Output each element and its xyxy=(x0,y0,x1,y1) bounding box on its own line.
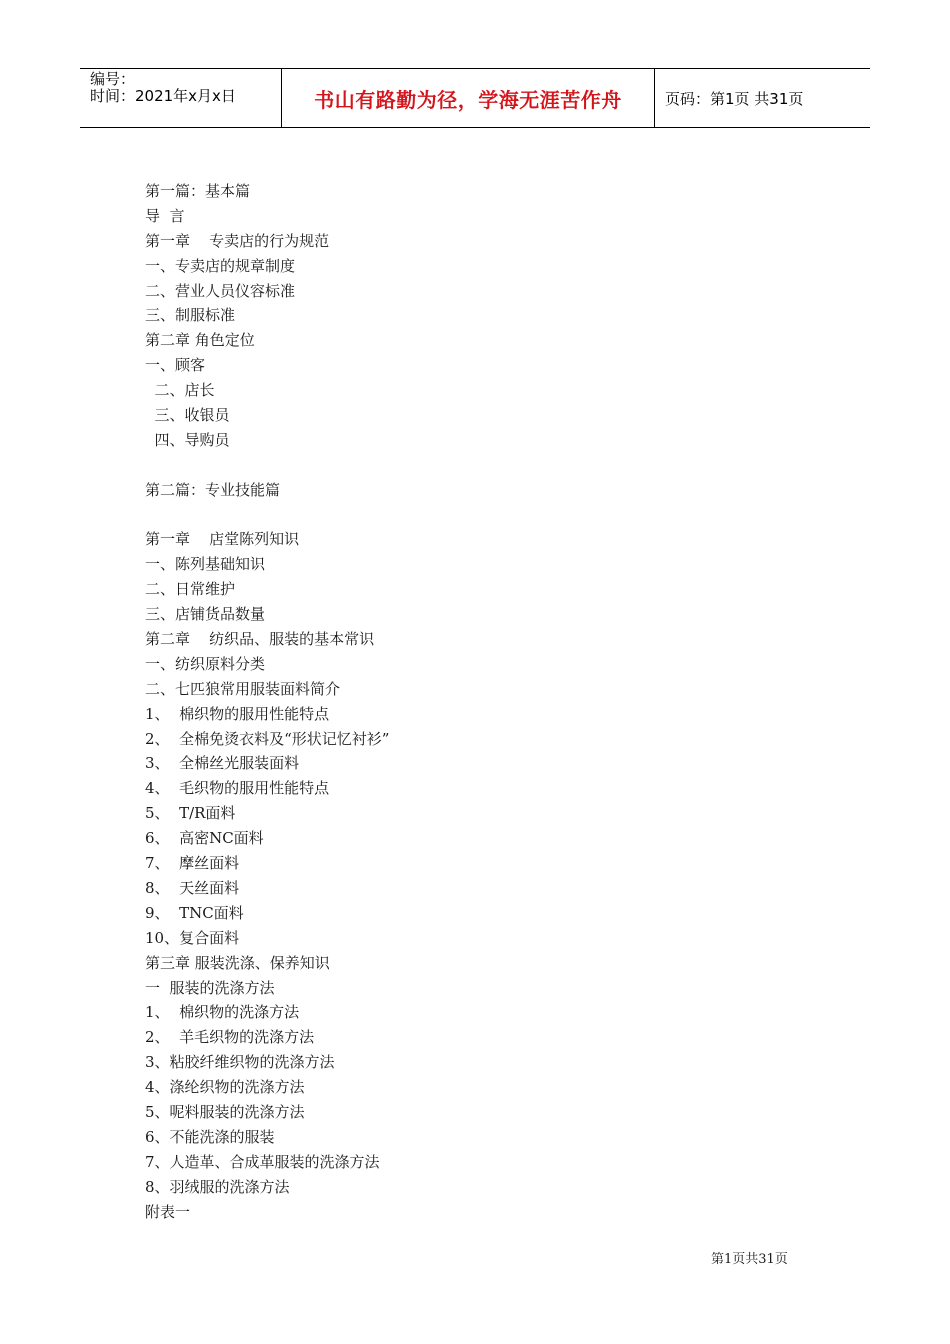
toc-entry: 一、专卖店的规章制度 xyxy=(145,256,296,275)
toc-entry: 9、 TNC面料 xyxy=(145,903,244,922)
toc-entry: 5、呢料服装的洗涤方法 xyxy=(145,1102,305,1121)
toc-entry: 一、顾客 xyxy=(145,356,206,375)
toc-entry: 3、粘胶纤维织物的洗涤方法 xyxy=(145,1053,335,1072)
toc-entry: 三、制服标准 xyxy=(145,306,236,325)
toc-spacer xyxy=(145,503,389,528)
toc-entry: 1、 棉织物的服用性能特点 xyxy=(145,704,330,723)
page-footer: 第1页共31页 xyxy=(711,1252,788,1267)
toc-entry: 二、日常维护 xyxy=(145,580,236,599)
toc-entry: 3、 全棉丝光服装面料 xyxy=(145,754,300,773)
toc-entry: 4、 毛织物的服用性能特点 xyxy=(145,779,330,798)
header-meta xyxy=(80,69,282,127)
toc-entry: 第一篇：基本篇 xyxy=(145,182,251,200)
toc-entry: 三、店铺货品数量 xyxy=(145,605,266,624)
toc-entry: 第一章 专卖店的行为规范 xyxy=(145,231,330,250)
toc-entry: 三、收银员 xyxy=(145,406,230,425)
toc-entry: 2、 全棉免烫衣料及“形状记忆衬衫” xyxy=(145,729,390,748)
toc-entry: 附表一 xyxy=(145,1202,191,1221)
toc-entry: 7、 摩丝面料 xyxy=(145,854,240,873)
toc-entry: 4、涤纶织物的洗涤方法 xyxy=(145,1078,305,1097)
toc-entry: 1、 棉织物的洗涤方法 xyxy=(145,1003,300,1022)
header-motto: 书山有路勤为径，学海无涯苦作舟 xyxy=(282,69,655,127)
toc-entry: 第一章 店堂陈列知识 xyxy=(145,530,300,549)
toc-entry: 第三章 服装洗涤、保养知识 xyxy=(145,953,330,972)
table-of-contents xyxy=(145,179,389,1224)
toc-entry: 二、营业人员仪容标准 xyxy=(145,281,296,300)
toc-entry: 一、纺织原料分类 xyxy=(145,654,266,673)
toc-entry: 7、人造革、合成革服装的洗涤方法 xyxy=(145,1152,380,1171)
toc-entry: 6、 高密NC面料 xyxy=(145,829,264,848)
toc-entry: 5、 T/R面料 xyxy=(145,804,236,823)
toc-entry: 四、导购员 xyxy=(145,430,230,449)
toc-entry: 6、不能洗涤的服装 xyxy=(145,1127,275,1146)
toc-entry: 第二章 角色定位 xyxy=(145,331,255,350)
toc-entry: 8、羽绒服的洗涤方法 xyxy=(145,1177,290,1196)
header-page-number: 页码：第1页 共31页 xyxy=(665,89,804,108)
document-date: 时间：2021年x月x日 xyxy=(90,87,236,105)
toc-entry: 一 服装的洗涤方法 xyxy=(145,978,275,997)
document-number-label: 编号： xyxy=(90,70,136,88)
toc-spacer xyxy=(145,453,389,478)
toc-entry: 二、七匹狼常用服装面料简介 xyxy=(145,679,341,698)
toc-entry: 2、 羊毛织物的洗涤方法 xyxy=(145,1028,315,1047)
toc-entry: 导 言 xyxy=(145,206,185,225)
toc-entry: 第二篇：专业技能篇 xyxy=(145,480,281,499)
toc-entry: 8、 天丝面料 xyxy=(145,878,240,897)
toc-entry: 二、店长 xyxy=(145,381,215,400)
page-header xyxy=(80,68,870,128)
toc-entry: 第二章 纺织品、服装的基本常识 xyxy=(145,630,375,649)
toc-entry: 10、复合面料 xyxy=(145,928,240,947)
toc-entry: 一、陈列基础知识 xyxy=(145,555,266,574)
